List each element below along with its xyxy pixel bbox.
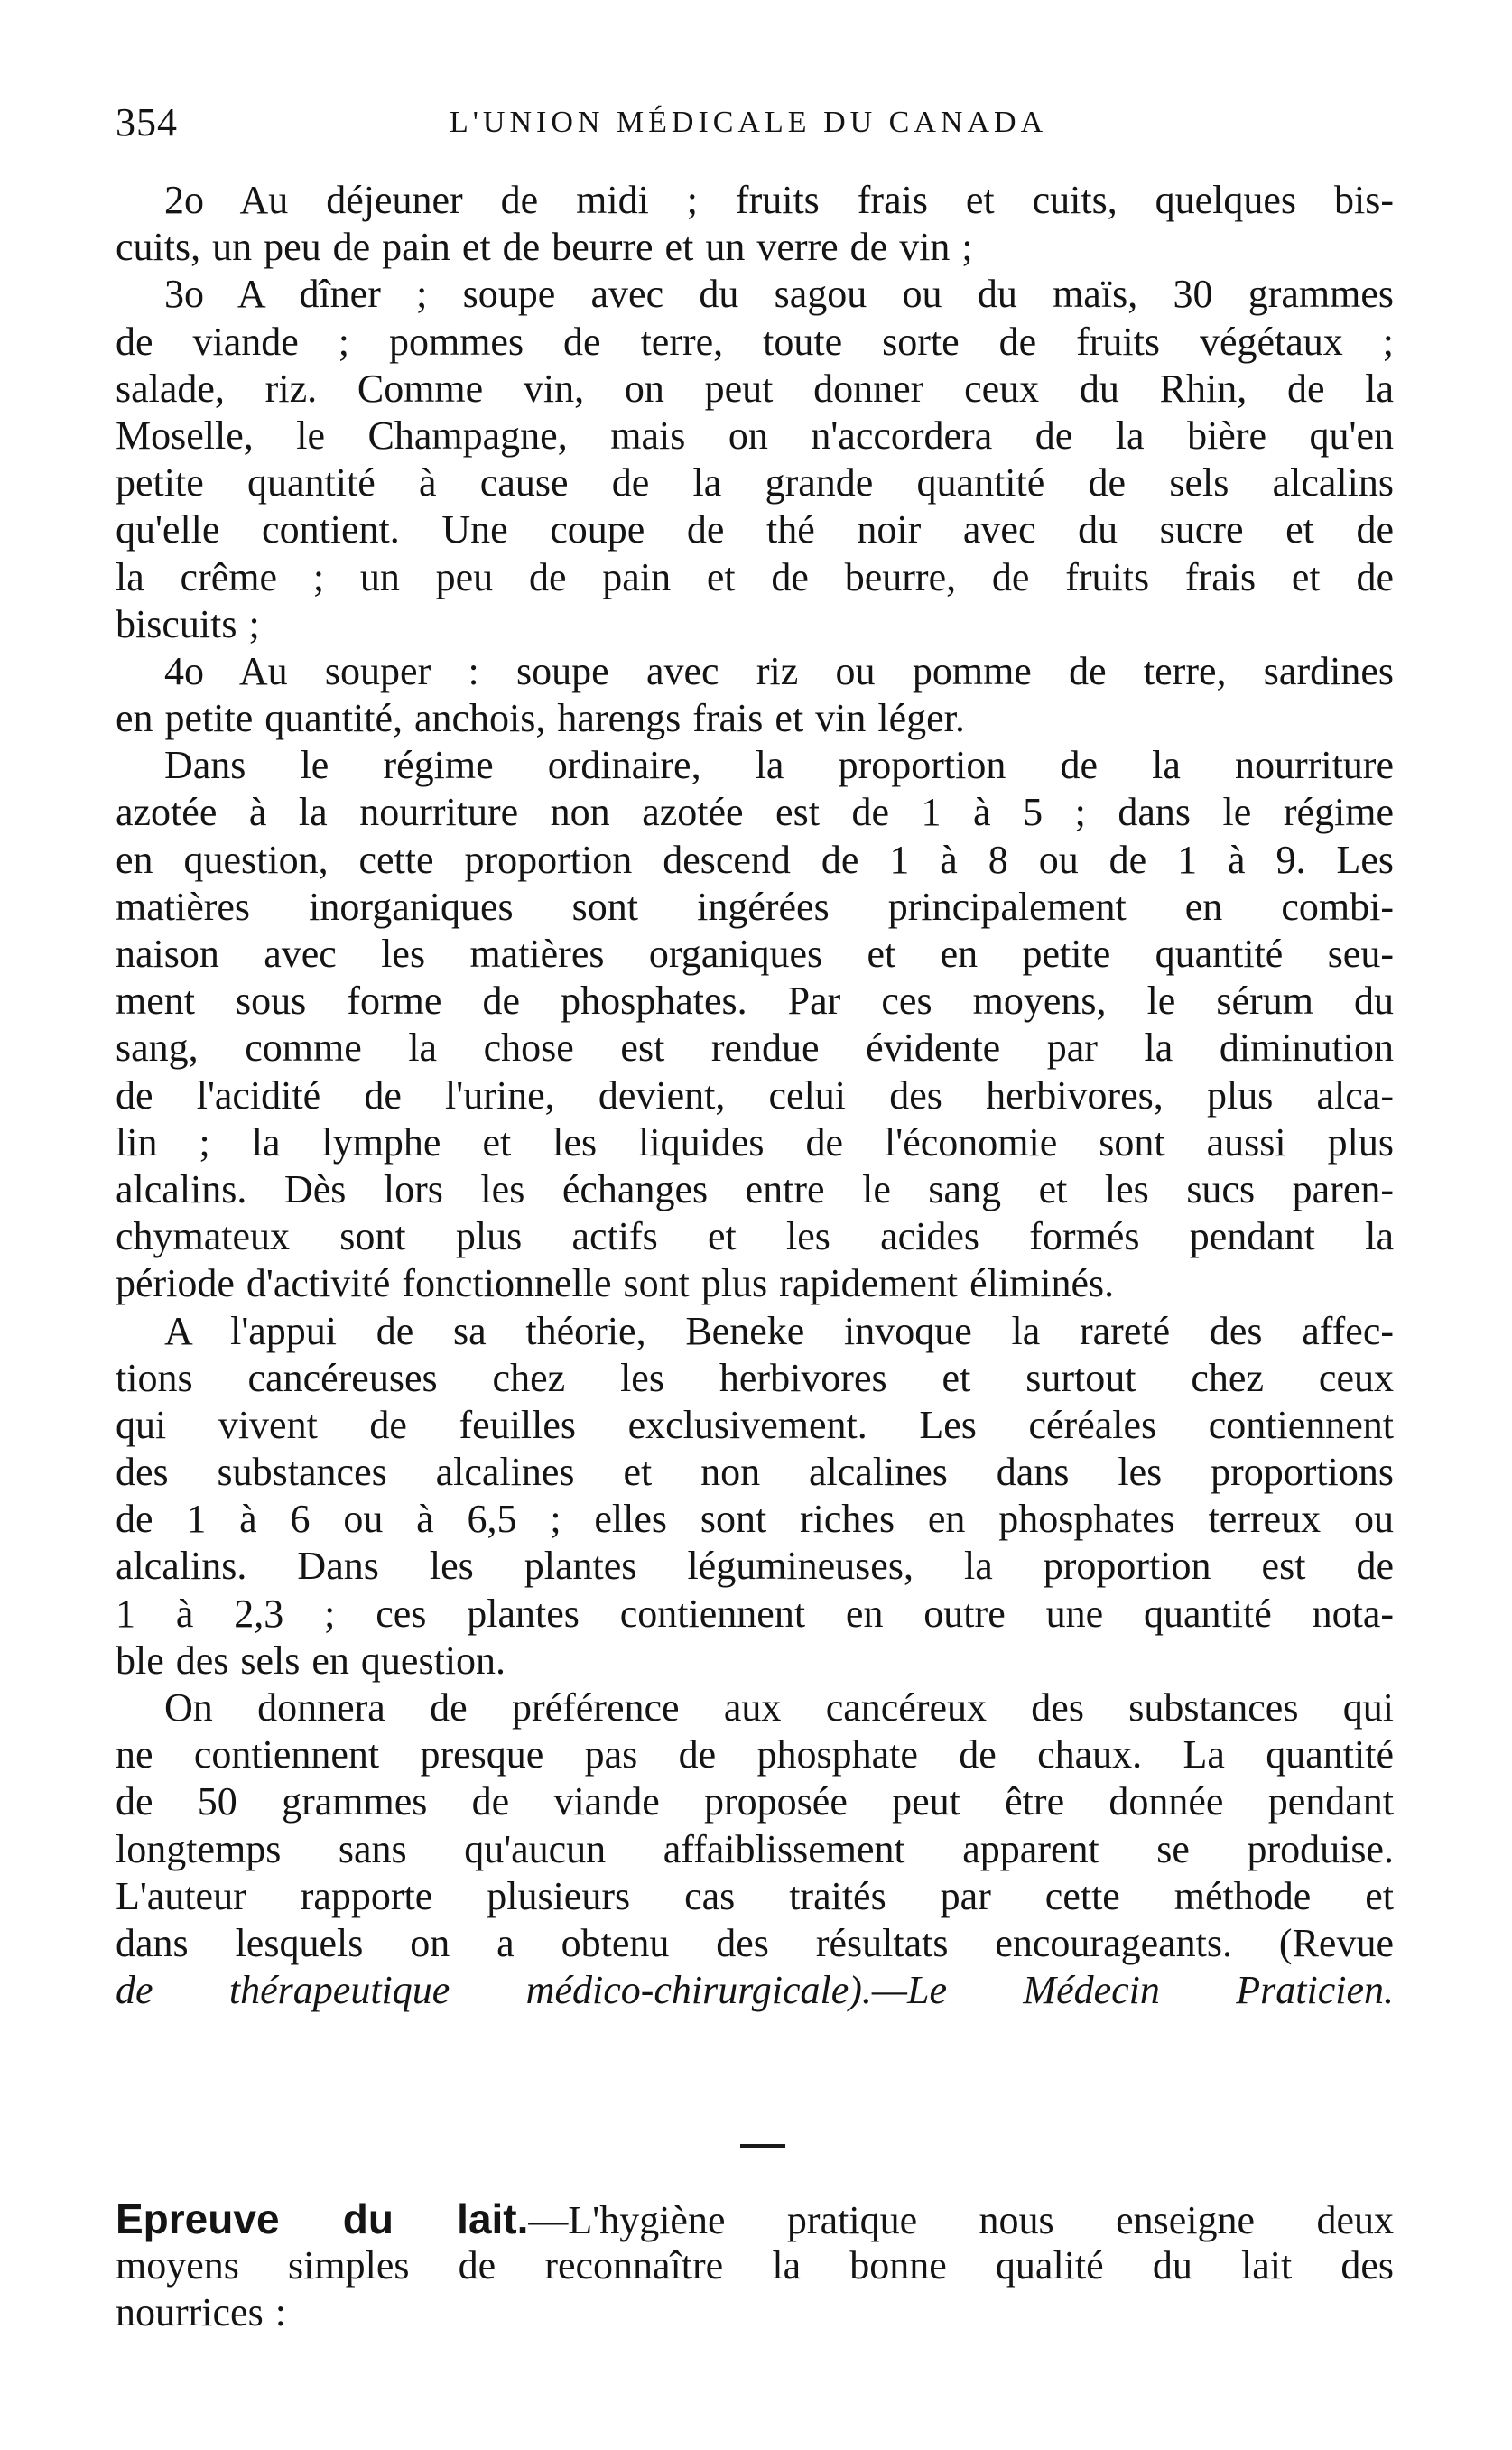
text-line: des substances alcalines et non alcalines dans les proportions [116,1450,1394,1495]
text-line: matières inorganiques sont ingérées principalement en combi- [116,884,1394,929]
text-line: longtemps sans qu'aucun affaiblissement apparent se produise. [116,1826,1394,1871]
text-line: qu'elle contient. Une coupe de thé noir avec du sucre et de [116,507,1394,552]
text-line: de viande ; pommes de terre, toute sorte de fruits végétaux ; [116,319,1394,364]
section-heading: Epreuve du lait. [116,2195,529,2242]
text-line: de 1 à 6 ou à 6,5 ; elles sont riches en phosphates terreux ou [116,1497,1394,1542]
heading-continuation: —L'hygiène pratique nous enseigne deux [528,2198,1394,2242]
running-title: L'UNION MÉDICALE DU CANADA [450,106,1048,139]
text-line: nourrices : [116,2290,286,2335]
citation-line: de thérapeutique médico-chirurgicale).—Le Médecin Praticien. [116,1968,1394,2013]
text-line: tions cancéreuses chez les herbivores et surtout chez ceux [116,1355,1394,1400]
text-line: 4o Au souper : soupe avec riz ou pomme de terre, sardines [164,648,1394,693]
text-line: qui vivent de feuilles exclusivement. Les céréales contiennent [116,1402,1394,1447]
text-line: Dans le régime ordinaire, la proportion de la nourriture [164,743,1394,788]
text-line: alcalins. Dès lors les échanges entre le sang et les sucs paren- [116,1166,1394,1211]
text-line: petite quantité à cause de la grande quantité de sels alcalins [116,460,1394,506]
text-line: sang, comme la chose est rendue évidente par la diminution [116,1025,1394,1071]
text-line: ne contiennent presque pas de phosphate de chaux. La quantité [116,1732,1394,1777]
text-line: biscuits ; [116,601,260,646]
text-line: alcalins. Dans les plantes légumineuses, la proportion est de [116,1544,1394,1589]
text-line: cuits, un peu de pain et de beurre et un verre de vin ; [116,225,973,270]
text-line: naison avec les matières organiques et en petite quantité seu- [116,932,1394,976]
text-line: salade, riz. Comme vin, on peut donner ceux du Rhin, de la [116,366,1394,411]
article-continuation [116,177,1394,2014]
text-line: ble des sels en question. [116,1638,506,1683]
text-line: de 50 grammes de viande proposée peut être donnée pendant [116,1779,1394,1824]
text-line: chymateux sont plus actifs et les acides formés pendant la [116,1214,1394,1259]
text-line [116,2195,1394,2242]
text-line: en petite quantité, anchois, harengs frais et vin léger. [116,696,965,741]
page-header [116,97,1393,148]
page-number: 354 [116,100,178,144]
text-line: 2o Au déjeuner de midi ; fruits frais et cuits, quelques bis- [164,178,1394,222]
text-line: dans lesquels on a obtenu des résultats encourageants. (Revue [116,1920,1394,1965]
text-line: 3o A dîner ; soupe avec du sagou ou du maïs, 30 grammes [164,272,1394,317]
text-line: A l'appui de sa théorie, Beneke invoque la rareté des affec- [164,1308,1394,1353]
text-line: lin ; la lymphe et les liquides de l'économie sont aussi plus [116,1119,1394,1165]
text-line: Moselle, le Champagne, mais on n'accordera de la bière qu'en [116,413,1394,458]
text-line: ment sous forme de phosphates. Par ces moyens, le sérum du [116,979,1394,1024]
text-line: la crême ; un peu de pain et de beurre, de fruits frais et de [116,554,1394,599]
text-line: de l'acidité de l'urine, devient, celui des herbivores, plus alca- [116,1072,1394,1118]
text-line: période d'activité fonctionnelle sont plus rapidement éliminés. [116,1261,1115,1306]
text-line: azotée à la nourriture non azotée est de 1 à 5 ; dans le régime [116,790,1394,835]
epreuve-du-lait-section [116,2195,1394,2337]
section-separator [740,2144,785,2148]
text-line: moyens simples de reconnaître la bonne qualité du lait des [116,2243,1394,2288]
text-line: 1 à 2,3 ; ces plantes contiennent en outre une quantité nota- [116,1591,1394,1636]
text-line: On donnera de préférence aux cancéreux des substances qui [164,1685,1394,1730]
text-line: L'auteur rapporte plusieurs cas traités par cette méthode et [116,1873,1394,1918]
text-line: en question, cette proportion descend de 1 à 8 ou de 1 à 9. Les [116,837,1394,882]
